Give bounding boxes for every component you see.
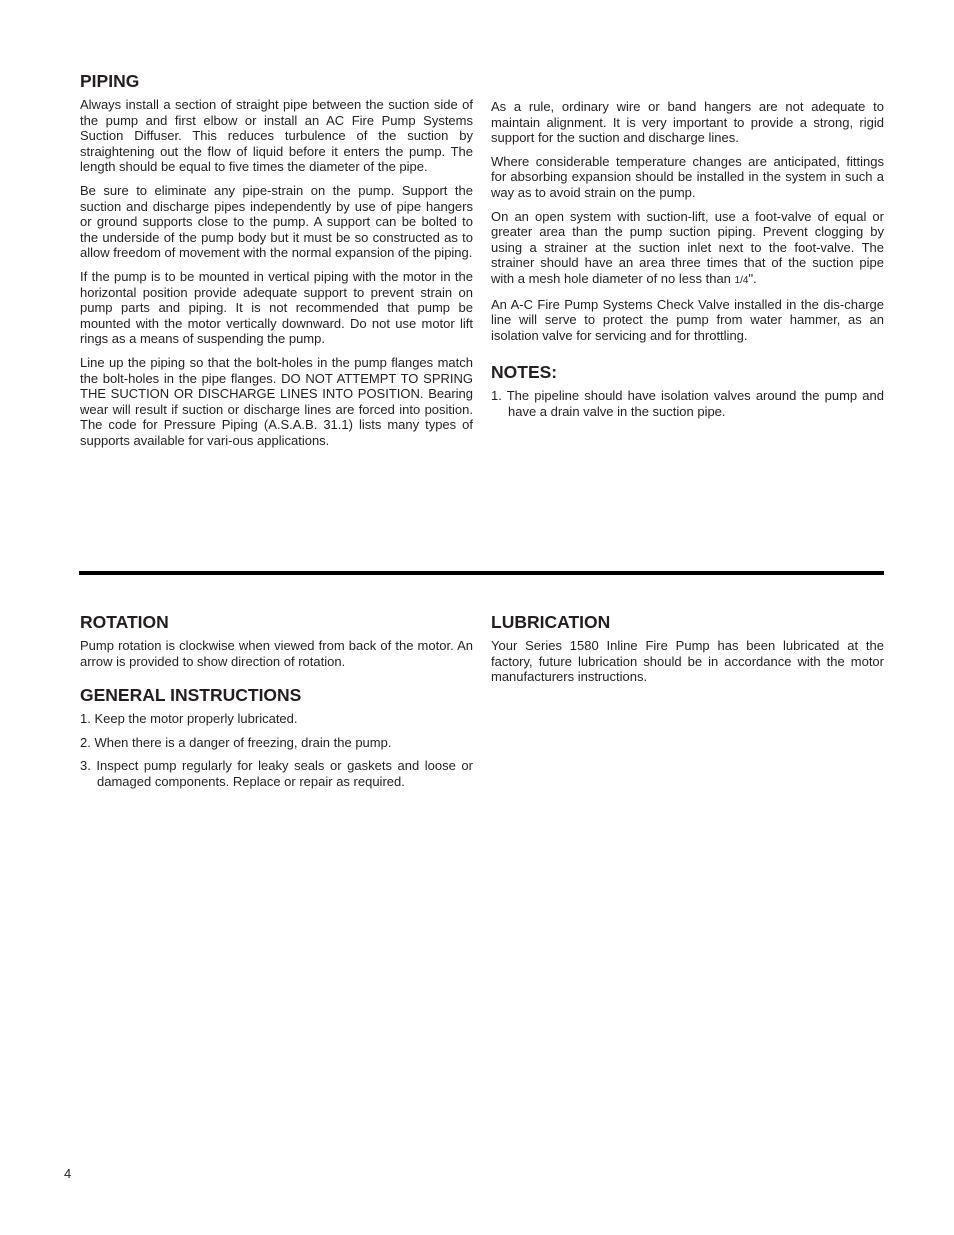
piping-paragraph-6: Where considerable temperature changes are anticipated, fittings for absorbing expansion should be installed in the system in such a way as to avoid strain on the pump.	[491, 153, 884, 200]
lubrication-heading: LUBRICATION	[491, 612, 611, 632]
piping-heading: PIPING	[80, 71, 140, 91]
page-number: 4	[64, 1166, 72, 1181]
piping-paragraph-5: As a rule, ordinary wire or band hangers are not adequate to maintain alignment. It is very important to provide a strong, rigid support for the suction and discharge lines.	[491, 99, 884, 146]
mesh-fraction: 1/4	[734, 274, 749, 286]
notes-heading: NOTES:	[491, 362, 558, 383]
rotation-heading: ROTATION	[80, 612, 169, 632]
piping-paragraph-3: If the pump is to be mounted in vertical piping with the motor in the horizontal position provide adequate support to prevent strain on pump parts and piping. It is not recommended that pump be mounted with the motor vertically downward. Do not use motor lift rings as a means of suspending the pump.	[80, 268, 473, 347]
lubrication-text: Your Series 1580 Inline Fire Pump has been lubricated at the factory, future lubrication should be in accordance with the motor manufacturers instructions.	[491, 638, 884, 685]
mesh-fraction-suffix: ".	[748, 270, 757, 286]
general-instructions-item: 2. When there is a danger of freezing, drain the pump.	[80, 734, 392, 750]
general-instructions-item: 1. Keep the motor properly lubricated.	[80, 711, 298, 727]
general-instructions-item: 3. Inspect pump regularly for leaky seals or gaskets and loose or damaged components. Replace or repair as required.	[80, 758, 473, 789]
piping-paragraph-1: Always install a section of straight pipe between the suction side of the pump and first elbow or install an AC Fire Pump Systems Suction Diffuser. This reduces turbulence of the suction by straightening out the flow of liquid before it enters the pump. The length should be equal to five times the diameter of the pipe.	[80, 97, 473, 175]
lubrication-section	[491, 611, 884, 693]
piping-paragraph-7-text: On an open system with suction-lift, use a foot-valve of equal or greater area than the pump suction piping. Prevent clogging by using a strainer at the suction inlet next to the foot-valve. The strainer should have an area three times that of the suction pipe with a mesh hole diameter of no less than	[491, 208, 884, 286]
rotation-general-section	[80, 611, 473, 798]
piping-section-left	[80, 70, 473, 456]
general-instructions-list	[80, 711, 473, 789]
rotation-text: Pump rotation is clockwise when viewed from back of the motor. An arrow is provided to show direction of rotation.	[80, 638, 473, 669]
section-divider	[79, 571, 884, 575]
piping-paragraph-8: An A-C Fire Pump Systems Check Valve installed in the dis-charge line will serve to protect the pump from water hammer, as an isolation valve for servicing and for throttling.	[491, 296, 884, 343]
notes-list	[491, 388, 884, 419]
piping-paragraph-7	[491, 209, 884, 289]
general-instructions-heading: GENERAL INSTRUCTIONS	[80, 685, 302, 706]
piping-paragraph-2: Be sure to eliminate any pipe-strain on the pump. Support the suction and discharge pipes independently by use of pipe hangers or ground supports close to the pump. A support can be bolted to the underside of the pump body but it must be so constructed as to allow freedom of movement with the normal expansion of the piping.	[80, 182, 473, 261]
piping-section-right	[491, 99, 884, 428]
notes-item: 1. The pipeline should have isolation valves around the pump and have a drain valve in the suction pipe.	[491, 388, 884, 419]
piping-paragraph-4: Line up the piping so that the bolt-holes in the pump flanges match the bolt-holes in the pipe flanges. DO NOT ATTEMPT TO SPRING THE SUCTION OR DISCHARGE LINES INTO POSITION. Bearing wear will result if suction or discharge lines are forced into position. The code for Pressure Piping (A.S.A.B. 31.1) lists many types of supports available for vari-ous applications.	[80, 354, 473, 448]
